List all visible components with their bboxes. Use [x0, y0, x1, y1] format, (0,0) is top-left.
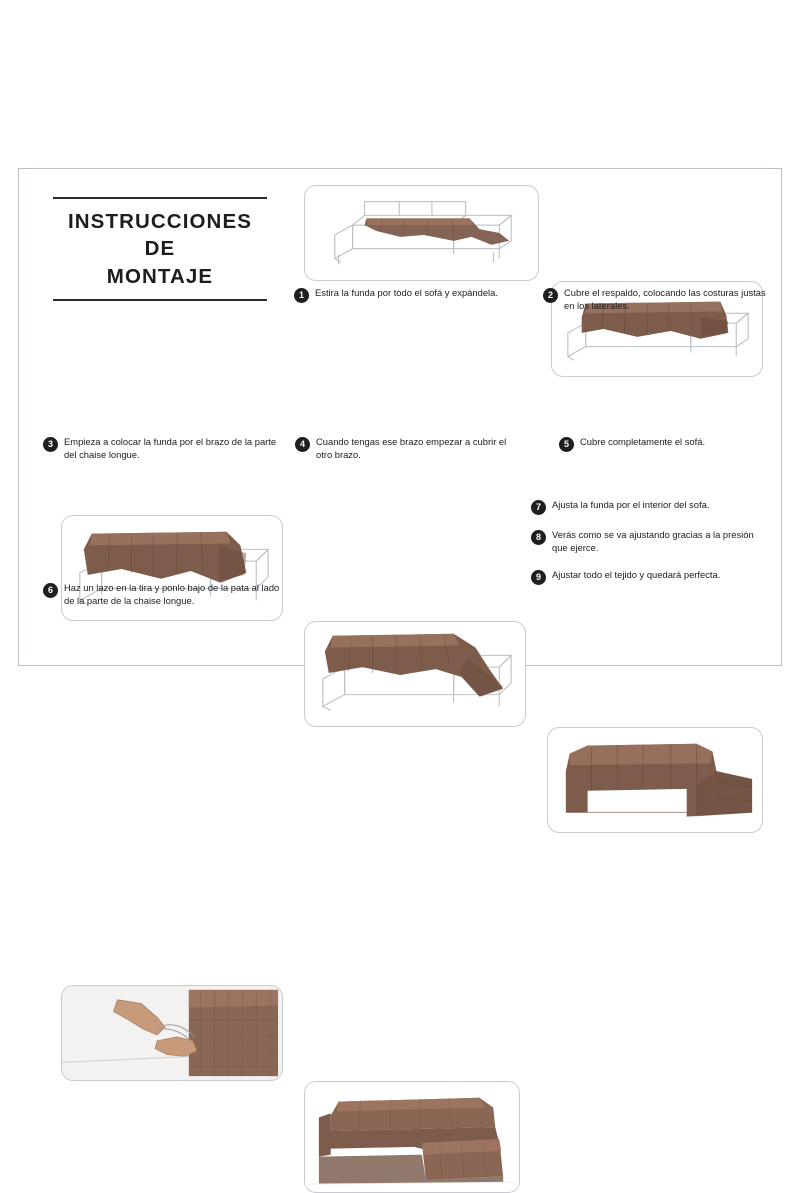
step-6-caption — [43, 582, 285, 607]
step-3-badge: 3 — [43, 437, 58, 452]
title-line-1: INSTRUCCIONES — [67, 210, 252, 234]
step-7-text: Ajusta la funda por el interior del sofa. — [552, 499, 710, 510]
title-line-3: MONTAJE — [106, 264, 214, 288]
title-line-2: DE — [144, 237, 176, 261]
step-9-text: Ajustar todo el tejido y quedará perfecta. — [552, 569, 721, 580]
step-9-caption — [531, 569, 775, 585]
step-1-badge: 1 — [294, 288, 309, 303]
step-5-caption — [559, 436, 765, 452]
step-6-text: Haz un lazo en la tira y ponlo bajo de la pata al lado de la parte de la chaise longue. — [64, 582, 280, 606]
step-9-badge: 9 — [531, 570, 546, 585]
step-8-caption — [531, 529, 769, 554]
step-3-text: Empieza a colocar la funda por el brazo de la parte del chaise longue. — [64, 436, 277, 460]
step-2-text: Cubre el respaldo, colocando las costuras justas en los laterales. — [564, 287, 766, 311]
page-title — [41, 187, 279, 311]
step-4-text: Cuando tengas ese brazo empezar a cubrir el otro brazo. — [316, 436, 507, 460]
step-6-badge: 6 — [43, 583, 58, 598]
step-8-badge: 8 — [531, 530, 546, 545]
step-1-text: Estira la funda por todo el sofá y expándela. — [315, 287, 498, 298]
step-1-caption — [294, 287, 540, 303]
step-7-badge: 7 — [531, 500, 546, 515]
step-4-badge: 4 — [295, 437, 310, 452]
step-2-badge: 2 — [543, 288, 558, 303]
instruction-sheet — [18, 168, 782, 666]
step-5-illustration — [547, 727, 763, 833]
step-6-illustration — [61, 985, 283, 1081]
step-5-text: Cubre completamente el sofá. — [580, 436, 706, 447]
step-4-caption — [295, 436, 517, 461]
step-5-badge: 5 — [559, 437, 574, 452]
step-1-illustration — [304, 185, 539, 281]
step-7-caption — [531, 499, 769, 515]
step-3-caption — [43, 436, 277, 461]
title-rule-bottom — [53, 299, 267, 301]
step-2-caption — [543, 287, 767, 312]
step-8-text: Verás como se va ajustando gracias a la presión que ejerce. — [552, 529, 754, 553]
steps-789-illustration — [304, 1081, 520, 1193]
step-4-illustration — [304, 621, 526, 727]
